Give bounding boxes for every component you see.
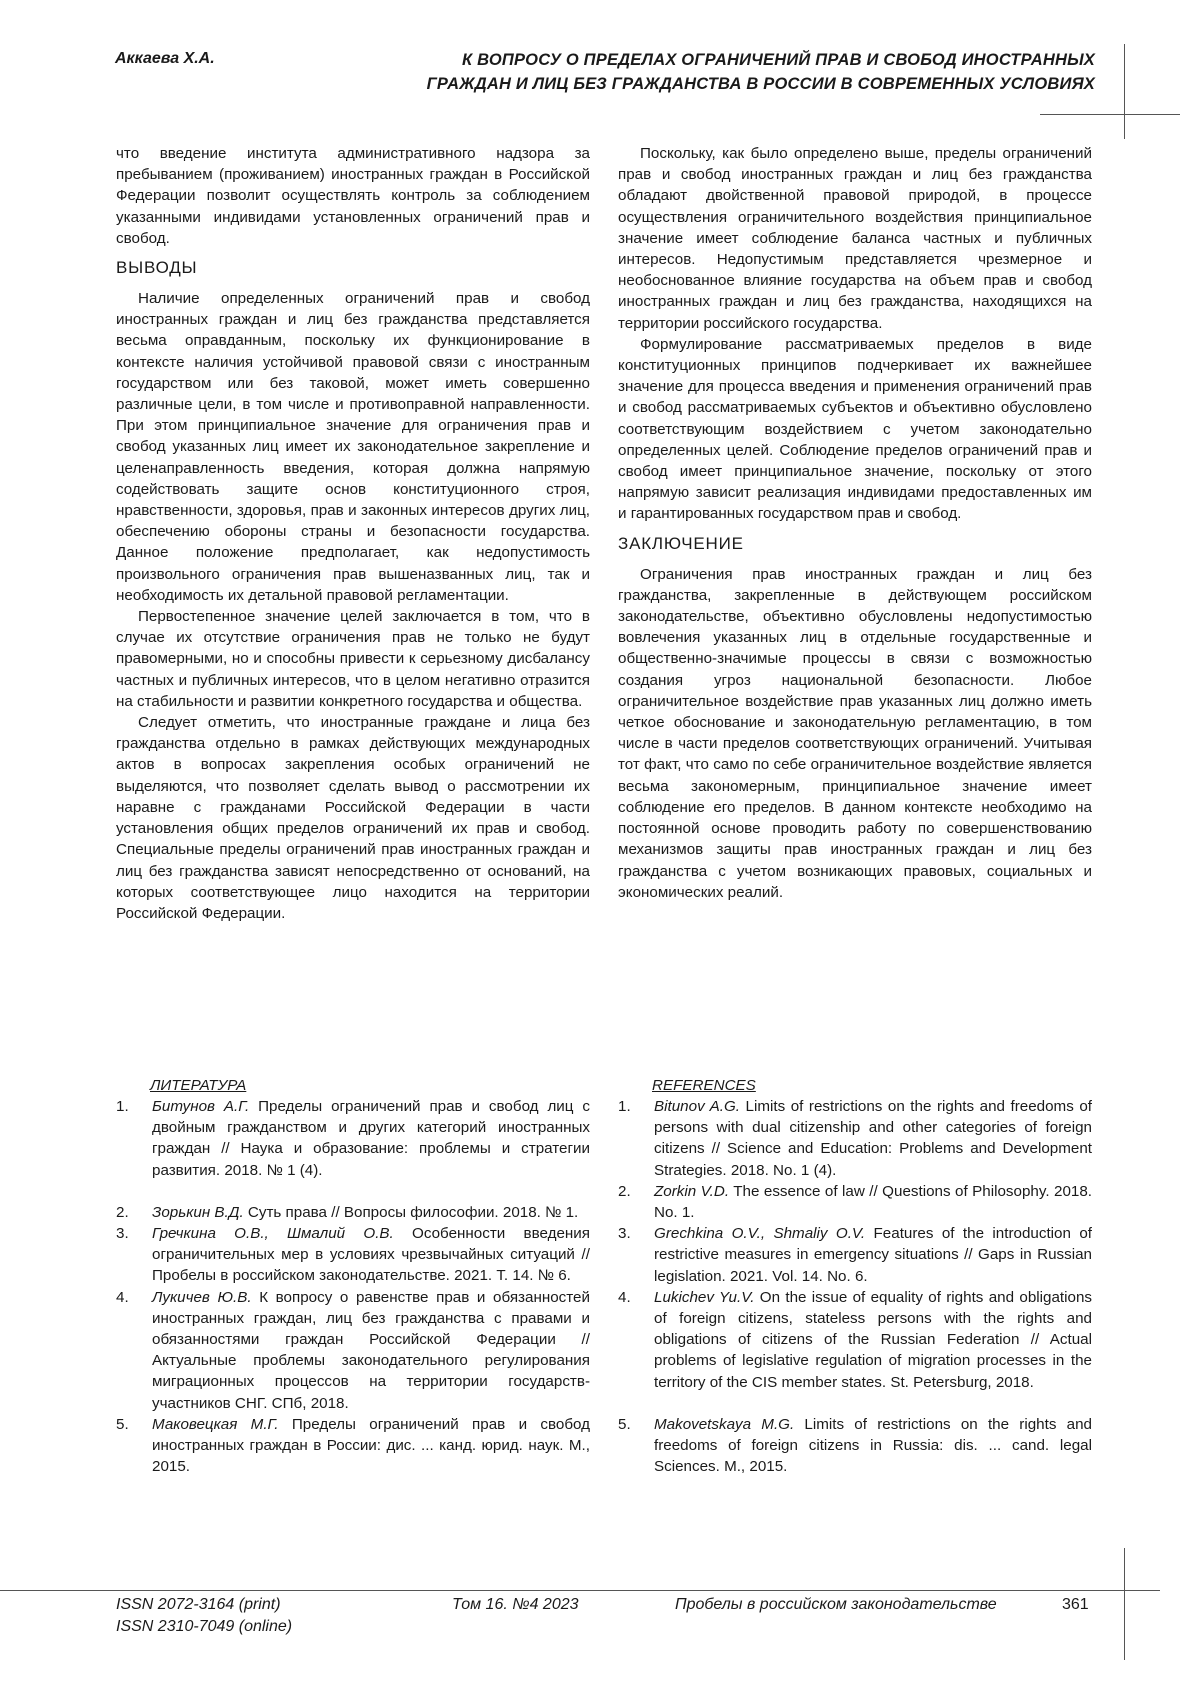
footer-vertical-rule (1124, 1548, 1125, 1660)
footer-volume: Том 16. №4 2023 (452, 1596, 579, 1613)
reference-item (618, 1287, 1092, 1393)
header-horizontal-rule (1040, 114, 1180, 115)
reference-item (618, 1096, 1092, 1181)
section-heading-conclusions: ВЫВОДЫ (116, 258, 198, 278)
reference-item (116, 1096, 590, 1181)
references-ru (116, 1075, 590, 1477)
reference-number: 3. (116, 1225, 129, 1243)
references-en-list (618, 1096, 1092, 1477)
reference-author: Bitunov A.G. (654, 1098, 741, 1115)
reference-author: Битунов А.Г. (152, 1098, 250, 1115)
reference-text: К вопросу о равенстве прав и обязанностей иностранных граждан, лиц без гражданства с правами и обязанностями граждан Российской Федерации // Актуальные проблемы законодательного регулирования миграционных процессов на территории государств-участников СНГ. СПб, 2018. (152, 1288, 590, 1412)
reference-text: Features of the introduction of restrictive measures in emergency situations // Gaps in Russian legislation. 2021. Vol. 14. No. 6. (654, 1225, 1092, 1285)
references-ru-list (116, 1096, 590, 1477)
reference-text: Limits of restrictions on the rights and freedoms of foreign citizens in Russia: dis. ... cand. legal Sciences. M., 2015. (654, 1415, 1092, 1476)
left-column (116, 143, 590, 924)
reference-author: Маковецкая М.Г. (152, 1415, 279, 1433)
header-title (330, 48, 1095, 96)
left-paragraph-3: Следует отметить, что иностранные граждане и лица без гражданства отдельно в рамках действующих международных актов в вопросах закрепления особых ограничений не выделяются, что позволяет сделать вывод о рассмотрении их наравне с гражданами Российской Федерации в части установления общих пределов ограничений их прав и свобод. Специальные пределы ограничений прав иностранных граждан и лиц без гражданства зависят непосредственно от оснований, на которых соответствующее лицо находится на территории Российской Федерации. (116, 714, 590, 922)
reference-item (116, 1202, 590, 1223)
header-title-line1: К ВОПРОСУ О ПРЕДЕЛАХ ОГРАНИЧЕНИЙ ПРАВ И СВОБОД ИНОСТРАННЫХ (462, 51, 1095, 69)
reference-number: 3. (618, 1225, 631, 1243)
right-paragraph-3: Ограничения прав иностранных граждан и лиц без гражданства, закрепленные в действующем российском законодательстве, объективно обусловлены недопустимостью вовлечения указанных лиц в отдельные государственные и общественно-значимые процессы в связи с возможностью создания угроз национальной безопасности. Любое ограничительное воздействие прав указанных лиц должно иметь четкое обоснование и законодательную регламентацию, в том числе в части пределов соответствующих ограничений. Учитывая тот факт, что само по себе ограничительное воздействие является весьма закономерным, принципиальное значение имеет соблюдение его пределов. В данном контексте необходимо на постоянной основе проводить работу по совершенствованию механизмов защиты прав иностранных граждан и лиц без гражданства с учетом возникающих правовых, социальных и экономических реалий. (618, 565, 1092, 901)
reference-number: 1. (116, 1098, 129, 1115)
section-heading-conclusion: ЗАКЛЮЧЕНИЕ (618, 533, 744, 553)
reference-item (618, 1414, 1092, 1478)
header-title-line2: ГРАЖДАН И ЛИЦ БЕЗ ГРАЖДАНСТВА В РОССИИ В СОВРЕМЕННЫХ УСЛОВИЯХ (426, 75, 1095, 93)
references-en (618, 1075, 1092, 1477)
reference-item (116, 1414, 590, 1478)
header-vertical-rule (1124, 44, 1125, 139)
reference-author: Zorkin V.D. (654, 1182, 730, 1200)
reference-author: Makovetskaya M.G. (654, 1415, 795, 1433)
page-number: 361 (1062, 1596, 1089, 1613)
reference-number: 4. (618, 1288, 631, 1306)
reference-number: 1. (618, 1098, 631, 1115)
reference-author: Гречкина О.В., Шмалий О.В. (152, 1225, 394, 1243)
left-paragraph-2: Первостепенное значение целей заключается в том, что в случае их отсутствие ограничения прав не только не будут правомерными, но и способны привести к серьезному дисбалансу частных и публичных интересов, что в целом негативно отразится на стабильности и развитии конкретного государства и общества. (116, 608, 590, 710)
footer-issn (116, 1594, 292, 1638)
right-paragraph-1: Поскольку, как было определено выше, пределы ограничений прав и свобод иностранных граждан и лиц без гражданства обладают двойственной правовой природой, в процессе осуществления ограничительного воздействия принципиальное значение имеет соблюдение баланса частных и публичных интересов. Недопустимым представляется чрезмерное и необоснованное влияние государства на объем прав и свобод иностранных граждан и лиц без гражданства, находящихся на территории российского государства. (618, 145, 1092, 332)
left-paragraph-0: что введение института административного надзора за пребыванием (проживанием) иностранных граждан в Российской Федерации позволит осуществлять контроль за соблюдением указанными индивидами установленных ограничений прав и свобод. (116, 145, 590, 247)
reference-number: 2. (618, 1182, 631, 1200)
footer-issn-online: ISSN 2310-7049 (online) (116, 1618, 293, 1635)
right-column (618, 143, 1092, 903)
footer-issn-print: ISSN 2072-3164 (print) (116, 1596, 281, 1613)
reference-text: Суть права // Вопросы философии. 2018. № 1. (243, 1203, 579, 1221)
reference-text: On the issue of equality of rights and obligations of foreign citizens, stateless persons with the rights and obligations of citizens of the Russian Federation // Actual problems of legislative regulation of migration processes in the territory of the CIS member states. St. Petersburg, 2018. (654, 1288, 1093, 1391)
right-paragraph-2: Формулирование рассматриваемых пределов в виде конституционных принципов подчеркивает их важнейшее значение для процесса введения и применения ограничений прав и свобод рассматриваемых субъектов и объективно обусловлено соответствующим воздействием с учетом законодательно определенных целей. Соблюдение пределов ограничений прав и свобод имеет принципиальное значение, поскольку от этого напрямую зависит реализация индивидами предоставленных им и гарантированных государством прав и свобод. (618, 335, 1092, 523)
reference-text: Пределы ограничений прав и свобод лиц с двойным гражданством и других категорий иностранных граждан // Наука и образование: проблемы и стратегии развития. 2018. № 1 (4). (152, 1098, 590, 1179)
references-en-title: REFERENCES (652, 1077, 756, 1094)
reference-text: The essence of law // Questions of Philosophy. 2018. No. 1. (654, 1182, 1093, 1222)
reference-author: Lukichev Yu.V. (654, 1288, 755, 1306)
reference-number: 4. (116, 1288, 129, 1306)
reference-number: 5. (116, 1415, 129, 1433)
footer-journal: Пробелы в российском законодательстве (675, 1596, 997, 1613)
reference-number: 5. (618, 1415, 631, 1433)
footer-horizontal-rule (0, 1590, 1160, 1591)
header-author: Аккаева Х.А. (115, 50, 215, 67)
reference-text: Пределы ограничений прав и свобод иностранных граждан в России: дис. ... канд. юрид. наук. М., 2015. (152, 1415, 591, 1476)
reference-item (618, 1223, 1092, 1287)
reference-author: Зорькин В.Д. (152, 1203, 244, 1221)
reference-text: Limits of restrictions on the rights and freedoms of persons with dual citizenship and other categories of foreign citizens // Science and Education: Problems and Development Strategies. 2018. No. 1 (4). (654, 1098, 1092, 1179)
reference-item (618, 1181, 1092, 1223)
reference-author: Лукичев Ю.В. (152, 1288, 252, 1306)
reference-item (116, 1223, 590, 1287)
references-ru-title: ЛИТЕРАТУРА (150, 1077, 247, 1094)
reference-item (116, 1287, 590, 1414)
left-paragraph-1: Наличие определенных ограничений прав и свобод иностранных граждан и лиц без гражданства представляется весьма оправданным, поскольку их функционирование в контексте наличия устойчивой правовой связи с иностранным государством или без таковой, может иметь совершенно различные цели, в том числе и противоправной направленности. При этом принципиальное значение для ограничения прав и свобод указанных лиц имеет их законодательное закрепление и целенаправленность введения, которая должна напрямую содействовать защите основ конституционного строя, нравственности, здоровья, прав и законных интересов других лиц, обеспечению обороны страны и безопасности государства. Данное положение предполагает, как недопустимость произвольного ограничения прав вышеназванных лиц, так и необходимость их детальной правовой регламентации. (116, 290, 590, 604)
reference-text: Особенности введения ограничительных мер в условиях чрезвычайных ситуаций // Пробелы в российском законодательстве. 2021. Т. 14. № 6. (152, 1225, 590, 1285)
reference-author: Grechkina O.V., Shmaliy O.V. (654, 1225, 866, 1243)
reference-number: 2. (116, 1203, 129, 1221)
